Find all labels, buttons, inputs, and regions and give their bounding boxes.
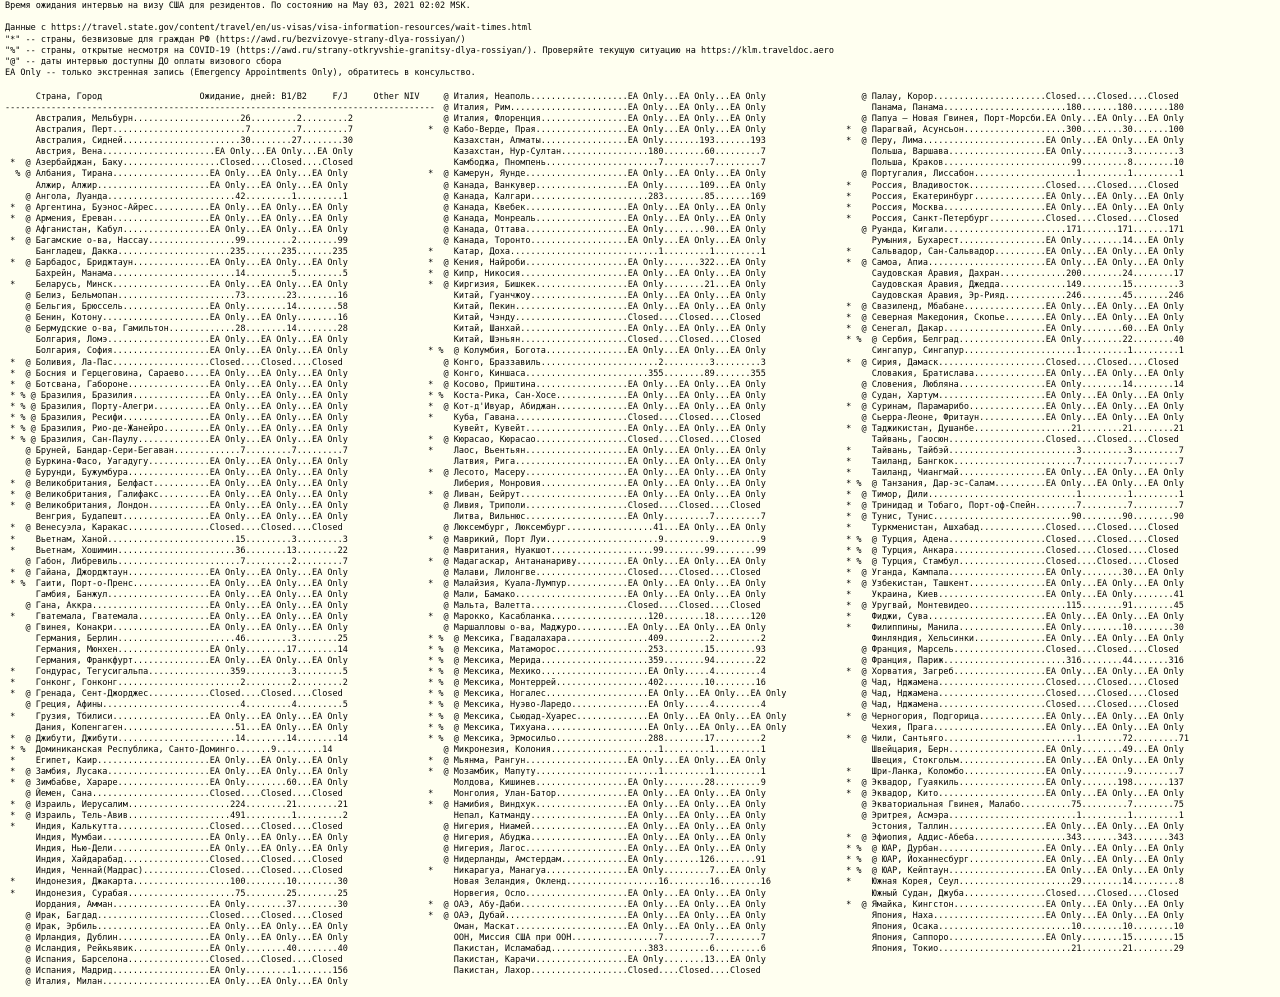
wait-time-row: Гамбия, Банжул....................EA Only...EA Only...EA Only (5, 589, 348, 600)
wait-time-row: * % @ Мексика, Матаморос..................253........15........93 (423, 645, 766, 656)
wait-time-row: * Индонезия, Джакарта...................100........10........30 (5, 877, 348, 888)
wait-time-row: * Россия, Москва....................EA Only...EA Only...EA Only (841, 202, 1184, 213)
wait-time-row: * Шри-Ланка, Коломбо................EA Only.........9.........7 (841, 766, 1184, 777)
wait-time-row: @ Италия, Милан.....................EA Only...EA Only...EA Only (5, 977, 348, 987)
wait-time-row: * @ Аргентина, Буэнос-Айрес...........EA Only...EA Only...EA Only (5, 202, 348, 213)
wait-time-row: Бангладеш, Дакка......................235.......235.......235 (5, 246, 348, 257)
wait-time-row: * @ Джибути, Джибути.......................14........14........14 (5, 733, 348, 744)
wait-time-row: @ Словения, Любляна.................EA Only........14........14 (841, 379, 1184, 390)
wait-time-row: Сингапур, Сингапур......................1.........1.........1 (841, 346, 1184, 357)
wait-time-row: @ Нигерия, Ниамей...................EA Only...EA Only...EA Only (423, 822, 766, 833)
wait-time-row: Польша, Краков.........................99.........8........10 (841, 158, 1184, 169)
wait-time-row: * @ Эфиопия, Аддис-Абеба..................343.......343.......343 (841, 833, 1184, 844)
wait-time-row: Швейцария, Берн...................EA Only........49...EA Only (841, 744, 1184, 755)
wait-time-row: Индия, Ченнай(Мадрас).............Closed....Closed....Closed (5, 866, 343, 877)
wait-time-row: @ Франция, Марсель..................Closed....Closed....Closed (841, 645, 1179, 656)
header-legend-covid-open: "%" -- страны, открытые несмотря на COVID-19 (https://awd.ru/strany-otkryvshie-granitsy-dlya-rossiyan/). Проверяйте текущую ситуацию на https://klm.traveldoc.aero (5, 45, 835, 56)
wait-time-row: @ Бермудские о-ва, Гамильтон.............28........14........28 (5, 324, 348, 335)
wait-time-row: Болгария, София...................EA Only...EA Only...EA Only (5, 346, 348, 357)
wait-time-row: @ Палау, Корор......................Closed....Closed....Closed (841, 92, 1179, 102)
wait-time-row: * @ Тринидад и Тобаго, Порт-оф-Спейн........7.........7.........7 (841, 501, 1184, 512)
header-source-line: Данные с https://travel.state.gov/content/travel/en/us-visas/visa-information-resources/wait-times.html (5, 23, 533, 34)
wait-time-row: Иордания, Амман...................EA Only........37........30 (5, 899, 348, 910)
wait-time-row: Эстония, Таллин...................EA Only...EA Only...EA Only (841, 822, 1184, 833)
wait-time-row: @ Конго, Браззавиль.......................2.........3.........3 (423, 357, 766, 368)
wait-time-row: Латвия, Рига......................EA Only...EA Only...EA Only (423, 457, 766, 468)
wait-time-row: @ Испания, Мадрид...................EA Only.........1.......156 (5, 965, 348, 976)
wait-time-row: @ Нигерия, Лагос....................EA Only...EA Only...EA Only (423, 844, 766, 855)
wait-time-row: * @ Суринам, Парамарибо...............EA Only...EA Only...EA Only (841, 401, 1184, 412)
wait-time-row: * % @ Турция, Анкара..................Closed....Closed....Closed (841, 545, 1179, 556)
wait-time-row: @ Ливия, Триполи....................Closed....Closed....Closed (423, 501, 761, 512)
column-3 (841, 92, 1189, 955)
wait-time-row: Саудовская Аравия, Эр-Рияд............246........45.......246 (841, 291, 1184, 302)
wait-time-row: * @ Великобритания, Лондон............EA Only...EA Only...EA Only (5, 501, 348, 512)
wait-time-row: * @ Великобритания, Белфаст...........EA Only...EA Only...EA Only (5, 479, 348, 490)
wait-time-row: * @ Северная Македония, Скопье........EA Only...EA Only...EA Only (841, 313, 1184, 324)
wait-time-row: @ Белиз, Бельмопан.......................73........23........16 (5, 291, 348, 302)
wait-time-row: * @ Уругвай, Монтевидео...................115........91........45 (841, 600, 1184, 611)
wait-time-row: ------------------------------------------------------------------------------------ (5, 103, 435, 114)
wait-time-row: Саудовская Аравия, Дахран.............200........24........17 (841, 269, 1184, 279)
wait-time-row: * @ Мозамбик, Мапуту........................1.........1.........1 (423, 766, 766, 777)
wait-time-row: @ Ирландия, Дублин..................EA Only...EA Only...EA Only (5, 932, 348, 943)
wait-time-row: * @ Боливия, Ла-Пас...................Closed....Closed....Closed (5, 357, 343, 368)
wait-time-row: * @ Косово, Приштина..................EA Only...EA Only...EA Only (423, 379, 766, 390)
wait-time-row: @ Канада, Оттава....................EA Only........90...EA Only (423, 224, 766, 235)
wait-time-row: * @ ОАЭ, Абу-Даби.....................EA Only...EA Only...EA Only (423, 899, 766, 910)
wait-time-row: * @ Израиль, Тель-Авив....................491.........1.........2 (5, 811, 348, 822)
wait-time-row: Пакистан, Исламабад...................383.........6.........6 (423, 943, 766, 954)
wait-time-row: * % @ Бразилия, Бразилия...............EA Only...EA Only...EA Only (5, 390, 348, 401)
wait-time-row: Новая Зеландия, Окленд..................16........16........16 (423, 877, 771, 888)
wait-time-row: * % @ Мексика, Ногалес....................EA Only...EA Only...EA Only (423, 689, 787, 700)
wait-time-row: Финляндия, Хельсинки..............EA Only...EA Only...EA Only (841, 634, 1184, 645)
wait-time-row: * Индия, Калькутта..................Closed....Closed....Closed (5, 822, 343, 833)
wait-time-row: * @ Великобритания, Галифакс..........EA Only...EA Only...EA Only (5, 490, 348, 501)
wait-time-row: * @ Марокко, Касабланка...................120........18.......120 (423, 611, 766, 622)
wait-time-row: Австралия, Мельбурн.....................26.........2.........2 (5, 114, 353, 125)
wait-time-row: Япония, Токио..........................21........21........29 (841, 943, 1184, 954)
wait-time-row: @ Чад, Нджамена.....................Closed....Closed....Closed (841, 700, 1179, 711)
wait-time-row: @ Мальта, Валетта...................Closed....Closed....Closed (423, 600, 761, 611)
wait-time-row: * Индонезия, Сурабая.....................75........25........25 (5, 888, 348, 899)
wait-time-row: * Южная Корея, Сеул......................29........14.........8 (841, 877, 1184, 888)
wait-time-row: @ Канада, Ванкувер..................EA Only.......109...EA Only (423, 180, 766, 191)
wait-time-row: Панама, Панама........................180.......180.......180 (841, 103, 1184, 114)
wait-time-row: * @ Таджикистан, Душанбе...................21........21........21 (841, 423, 1184, 434)
wait-time-row: Германия, Мюнхен..................EA Only........17........14 (5, 645, 348, 656)
wait-time-row: * % Доминиканская Республика, Санто-Доминго.......9.........14 (5, 744, 333, 755)
wait-time-row: * Россия, Санкт-Петербург...........Closed....Closed....Closed (841, 213, 1179, 224)
wait-time-row: Дания, Копенгаген......................51...EA Only...EA Only (5, 722, 348, 733)
wait-time-row: @ Бенин, Котону.....................EA Only...EA Only........16 (5, 313, 348, 324)
wait-time-row: * @ Хорватия, Загреб..................EA Only...EA Only...EA Only (841, 667, 1184, 678)
wait-time-row: * % @ Мексика, Тихуана....................EA Only...EA Only...EA Only (423, 722, 787, 733)
wait-time-row: * % @ Турция, Адена...................Closed....Closed....Closed (841, 534, 1179, 545)
wait-time-row: * @ Тунис, Тунис...........................90........90........90 (841, 512, 1184, 523)
wait-time-row: @ Бурунди, Бужумбура................EA Only...EA Only...EA Only (5, 468, 348, 479)
wait-time-row: Литва, Вильнюс....................EA Only.........7.........7 (423, 512, 766, 523)
wait-time-row: @ Италия, Флоренция.................EA Only...EA Only...EA Only (423, 114, 766, 125)
wait-time-row: Оман, Маскат......................EA Only...EA Only...EA Only (423, 921, 766, 932)
wait-time-row: * @ Черногория, Подгорица.............EA Only...EA Only...EA Only (841, 711, 1184, 722)
wait-time-row: * Фиджи, Сува.......................EA Only...EA Only...EA Only (841, 611, 1184, 622)
wait-time-row: * @ Узбекистан, Ташкент...............EA Only...EA Only...EA Only (841, 578, 1184, 589)
wait-time-row: Япония, Наха......................EA Only...EA Only...EA Only (841, 910, 1184, 921)
wait-time-row: * % @ Бразилия, Ресифи.................EA Only...EA Only...EA Only (5, 412, 348, 423)
wait-time-row: @ Ангола, Луанда.........................42.........1.........1 (5, 191, 348, 202)
wait-time-row: Саудовская Аравия, Джедда.............149........15.........3 (841, 280, 1184, 291)
wait-time-row: Норвегия, Осло....................EA Only...EA Only...EA Only (423, 888, 766, 899)
header-legend-prepay: "@" -- даты интервью доступны ДО оплаты визового сбора (5, 56, 282, 67)
wait-time-row: * @ Багамские о-ва, Нассау.................99.........2........99 (5, 235, 348, 246)
wait-time-row: * Филиппины, Манила.................EA Only........10........30 (841, 623, 1184, 633)
wait-time-row: * @ Киргизия, Бишкек..................EA Only........21...EA Only (423, 280, 766, 291)
wait-time-row: @ Канада, Торонто...................EA Only...EA Only...EA Only (423, 235, 766, 246)
wait-time-row: @ Испания, Барселона................Closed....Closed....Closed (5, 954, 343, 965)
wait-time-row: @ Италия, Неаполь...................EA Only...EA Only...EA Only (423, 92, 766, 102)
wait-time-row: * @ Кюрасао, Кюрасао..................Closed....Closed....Closed (423, 434, 761, 445)
wait-time-row: * @ Сенегал, Дакар....................EA Only........60...EA Only (841, 324, 1184, 335)
wait-time-row: * Туркменистан, Ашхабад.............Closed....Closed....Closed (841, 523, 1179, 534)
wait-time-row: Словакия, Братислава..............EA Only...EA Only...EA Only (841, 368, 1184, 379)
wait-time-row: * % @ Мексика, Эрмосильо..................288........17.........2 (423, 733, 766, 744)
wait-time-row: @ Габон, Либревиль........................7.........2.........7 (5, 556, 348, 567)
wait-time-row: * Беларусь, Минск...................EA Only...EA Only...EA Only (5, 280, 348, 291)
wait-time-row: * @ Камерун, Яунде....................EA Only...EA Only...EA Only (423, 169, 766, 180)
wait-time-row: Болгария, Ломэ....................EA Only...EA Only...EA Only (5, 335, 348, 346)
header-legend-ea-only: EA Only -- только экстренная запись (Emergency Appointments Only), обратитесь в консульство. (5, 68, 476, 79)
wait-time-row: Казахстан, Алматы.................EA Only.......193.......193 (423, 136, 766, 147)
wait-time-row: @ Канада, Калгари.......................283........85.......169 (423, 191, 766, 202)
wait-time-row: * Никарагуа, Манагуа................EA Only.........7...EA Only (423, 866, 766, 877)
wait-time-row: @ Португалия, Лиссабон....................1.........1.........1 (841, 169, 1184, 180)
wait-time-row: * @ Ямайка, Кингстон..................EA Only...EA Only...EA Only (841, 899, 1184, 910)
column-2 (423, 92, 786, 977)
wait-time-row: * @ Мьянма, Рангун....................EA Only...EA Only...EA Only (423, 755, 766, 766)
wait-time-row: Тайвань, Гаосюн...................Closed....Closed....Closed (841, 434, 1179, 445)
wait-time-row: Китай, Чэнду......................Closed....Closed....Closed (423, 313, 761, 324)
wait-time-row: ООН, Миссия США при ООН.................7.........7.........7 (423, 932, 766, 943)
wait-time-row: @ Микронезия, Колония.....................1.........1.........1 (423, 744, 766, 755)
wait-time-row: @ Буркина-Фасо, Уагадугу............EA Only...EA Only...EA Only (5, 457, 348, 468)
wait-time-row: * Таиланд, Бангкок........................7.........7.........7 (841, 457, 1184, 468)
wait-time-row: Камбоджа, Пномпень......................7.........7.........7 (423, 158, 766, 169)
wait-time-row: Пакистан, Лахор...................Closed....Closed....Closed (423, 965, 761, 976)
wait-time-row: Китай, Шэньян.....................Closed....Closed....Closed (423, 335, 761, 346)
wait-time-row: Чехия, Прага......................EA Only...EA Only...EA Only (841, 722, 1184, 733)
wait-time-row: @ Судан, Хартум.....................EA Only...EA Only...EA Only (841, 390, 1184, 401)
wait-time-row: * @ Гайана, Джорджтаун................EA Only...EA Only...EA Only (5, 567, 348, 578)
wait-time-row: * @ Самоа, Апиа.......................EA Only...EA Only...EA Only (841, 257, 1184, 268)
wait-time-row: * @ Лесото, Масеру....................EA Only...EA Only...EA Only (423, 468, 766, 479)
wait-time-row: @ Италия, Рим.......................EA Only...EA Only...EA Only (423, 103, 766, 114)
wait-time-row: * @ Ливан, Бейрут.....................EA Only...EA Only...EA Only (423, 490, 766, 501)
wait-time-row: Китай, Гуанчжоу...................EA Only...EA Only...EA Only (423, 291, 766, 302)
wait-time-row: Страна, Город Ожидание, дней: B1/B2 F/J Other NIV (5, 92, 420, 102)
wait-time-row: @ Исландия, Рейкьявик...............EA Only........40........40 (5, 943, 348, 954)
wait-time-row: @ Сьерра-Леоне, Фритаун.............EA Only...EA Only...EA Only (841, 412, 1184, 423)
wait-time-row: Швеция, Стокгольм.................EA Only...EA Only...EA Only (841, 755, 1184, 766)
wait-time-row: * % @ Мексика, Нуэво-Ларедо...............EA Only.....4.........4 (423, 700, 766, 711)
wait-time-row: @ Канада, Монреаль..................EA Only...EA Only...EA Only (423, 213, 766, 224)
wait-time-row: @ Чад, Нджамена.....................Closed....Closed....Closed (841, 678, 1179, 689)
wait-time-row: Германия, Франкфурт...............EA Only...EA Only...EA Only (5, 656, 348, 667)
wait-time-row: @ Канада, Квебек....................EA Only...EA Only...EA Only (423, 202, 766, 213)
wait-time-row: Индия, Хайдарабад.................Closed....Closed....Closed (5, 855, 343, 866)
wait-time-row: * @ Кипр, Никосия.....................EA Only...EA Only...EA Only (423, 269, 766, 279)
wait-time-row: @ Гана, Аккра.......................EA Only...EA Only...EA Only (5, 600, 348, 611)
wait-time-row: * Россия, Екатеринбург..............EA Only...EA Only...EA Only (841, 191, 1184, 202)
wait-time-row: * % @ Мексика, Монтеррей..................402........10........16 (423, 678, 766, 689)
wait-time-row: @ Мавритания, Нуакшот....................99........99........99 (423, 545, 766, 556)
wait-time-row: @ Греция, Афины...........................4.........4.........5 (5, 700, 348, 711)
wait-time-row: @ Чад, Нджамена.....................Closed....Closed....Closed (841, 689, 1179, 700)
wait-time-row: Алжир, Алжир......................EA Only...EA Only...EA Only (5, 180, 348, 191)
wait-time-row: * @ Барбадос, Бриджтаун...............EA Only...EA Only...EA Only (5, 257, 348, 268)
wait-time-row: Кувейт, Кувейт....................EA Only...EA Only...EA Only (423, 423, 766, 434)
wait-time-row: * % @ Сербия, Белград.................EA Only........22........40 (841, 335, 1184, 346)
wait-time-row: @ Конго, Киншаса........................355........89.......355 (423, 368, 766, 379)
wait-time-row: Польша, Варшава...................EA Only.........3.........3 (841, 147, 1184, 158)
wait-time-row: @ Ирак, Багдад......................Closed....Closed....Closed (5, 910, 343, 921)
wait-time-row: * @ Израиль, Иерусалим....................224........21........21 (5, 800, 348, 810)
wait-time-row: * Гватемала, Гватемала..............EA Only...EA Only...EA Only (5, 611, 348, 622)
wait-time-row: * @ Эквадор, Кито.....................EA Only...EA Only...EA Only (841, 788, 1184, 799)
wait-time-row: * @ Босния и Герцеговина, Сараево.....EA Only...EA Only...EA Only (5, 368, 348, 379)
wait-time-row: * % @ Мексика, Мехико.....................EA Only.....4.........4 (423, 667, 766, 678)
wait-time-row: * % @ Танзания, Дар-эс-Салам..........EA Only...EA Only...EA Only (841, 479, 1184, 490)
wait-time-row: * Гондурас, Тегусигальпа................359.........3.........5 (5, 667, 348, 678)
wait-time-row: @ Маршалловы о-ва, Маджуро..........EA Only...EA Only...EA Only (423, 623, 766, 633)
wait-time-row: Непал, Катманду...................EA Only...EA Only...EA Only (423, 811, 766, 822)
wait-time-row: * @ Маврикий, Порт Луи......................9.........9.........9 (423, 534, 766, 545)
wait-time-row: * % @ ЮАР, Кейптаун...................EA Only...EA Only...EA Only (841, 866, 1184, 877)
wait-time-row: * Вьетнам, Ханой.........................15.........3.........3 (5, 534, 348, 545)
wait-time-row: * % @ Турция, Стамбул.................Closed....Closed....Closed (841, 556, 1179, 567)
wait-time-row: * @ Уганда, Кампала...................EA Only........30...EA Only (841, 567, 1184, 578)
wait-time-row: * @ Перу, Лима........................EA Only...EA Only...EA Only (841, 136, 1184, 147)
wait-time-row: * % @ Колумбия, Богота................EA Only...EA Only...EA Only (423, 346, 766, 357)
wait-time-row: * @ Ботсвана, Габороне................EA Only...EA Only...EA Only (5, 379, 348, 390)
wait-time-row: * Вьетнам, Хошимин.......................36........13........22 (5, 545, 348, 556)
wait-time-row: * @ Азербайджан, Баку...................Closed....Closed....Closed (5, 158, 353, 169)
wait-time-row: Индия, Нью-Дели...................EA Only...EA Only...EA Only (5, 844, 348, 855)
wait-time-row: @ Бруней, Бандар-Сери-Бегаван.............7.........7.........7 (5, 446, 348, 456)
wait-time-row: Южный Судан, Джуба................Closed....Closed....Closed (841, 888, 1179, 899)
wait-time-row: @ Мали, Бамако......................EA Only...EA Only...EA Only (423, 589, 766, 600)
wait-time-row: * Сальвадор, Сан-Сальвадор..........EA Only...EA Only...EA Only (841, 246, 1184, 257)
wait-time-row: Австралия, Перт..........................7.........7.........7 (5, 125, 353, 136)
wait-time-row: * @ Намибия, Виндхук..................EA Only...EA Only...EA Only (423, 800, 766, 810)
wait-time-row: * @ Свазиленд, Мбабане................EA Only...EA Only...EA Only (841, 302, 1184, 313)
wait-time-row: * Куба, Гавана......................Closed....Closed....Closed (423, 412, 761, 423)
wait-time-row: @ Нигерия, Абуджа...................EA Only...EA Only...EA Only (423, 833, 766, 844)
wait-time-row: * @ Венесуэла, Каракас................Closed....Closed....Closed (5, 523, 343, 534)
wait-time-row: * @ Тимор, Дили.............................1.........1.........1 (841, 490, 1184, 501)
wait-time-row: @ Нидерланды, Амстердам.............EA Only.......126........91 (423, 855, 766, 866)
wait-time-row: Бахрейн, Манама........................14.........5.........5 (5, 269, 348, 279)
wait-time-row: * Лаос, Вьентьян....................EA Only...EA Only...EA Only (423, 446, 766, 456)
wait-time-row: * @ Зимбабве, Хараре..................EA Only........60...EA Only (5, 777, 348, 788)
wait-time-row: * Таиланд, Чиангмай.................EA Only...EA Only...EA Only (841, 468, 1184, 479)
wait-time-row: * @ Гренада, Сент-Джорджес............Closed....Closed....Closed (5, 689, 343, 700)
wait-time-row: Индия, Мумбаи.....................EA Only...EA Only...EA Only (5, 833, 348, 844)
wait-time-row: * @ ОАЭ, Дубай........................EA Only...EA Only...EA Only (423, 910, 766, 921)
wait-time-row: Япония, Осака..........................10........10........10 (841, 921, 1184, 932)
wait-time-row: * Украина, Киев.....................EA Only...EA Only........41 (841, 589, 1184, 600)
wait-time-row: @ Эритрея, Асмэра.........................1.........1.........1 (841, 811, 1184, 822)
wait-time-row: * @ Армения, Ереван...................EA Only...EA Only...EA Only (5, 213, 348, 224)
wait-time-row: @ Папуа — Новая Гвинея, Порт-Морсби.EA Only...EA Only...EA Only (841, 114, 1184, 125)
wait-time-row: Китай, Шанхай.....................EA Only...EA Only...EA Only (423, 324, 766, 335)
wait-time-row: @ Афганистан, Кабул.................EA Only...EA Only...EA Only (5, 224, 348, 235)
wait-time-row: * % @ Мексика, Сьюдад-Хуарес..............EA Only...EA Only...EA Only (423, 711, 787, 722)
wait-time-row: * Гонконг, Гонконг........................2.........2.........2 (5, 678, 348, 689)
header-blank-line (5, 12, 834, 23)
wait-time-row: Япония, Саппоро...................EA Only........15........15 (841, 932, 1184, 943)
wait-time-row: @ Йемен, Сана.......................Closed....Closed....Closed (5, 788, 343, 799)
wait-time-row: Румыния, Бухарест.................EA Only........14...EA Only (841, 235, 1184, 246)
wait-time-row: @ Бельгия, Брюссель.................EA Only........14........58 (5, 302, 348, 313)
wait-time-row: * Египет, Каир......................EA Only...EA Only...EA Only (5, 755, 348, 766)
wait-time-row: * % @ Бразилия, Сан-Паулу..............EA Only...EA Only...EA Only (5, 434, 348, 445)
wait-time-row: * @ Эквадор, Гуаякиль.................EA Only.......198.......137 (841, 777, 1184, 788)
wait-time-row: * @ Малайзия, Куала-Лумпур............EA Only...EA Only...EA Only (423, 578, 766, 589)
wait-time-row: * % @ Бразилия, Рио-де-Жанейро.........EA Only...EA Only...EA Only (5, 423, 348, 434)
wait-time-row: * % Гаити, Порт-о-Пренс...............EA Only...EA Only...EA Only (5, 578, 348, 589)
wait-time-row: * @ Замбия, Лусака....................EA Only...EA Only...EA Only (5, 766, 348, 777)
header-title-line: Время ожидания интервью на визу США для резидентов. По состоянию на May 03, 2021 02:02 MSK. (5, 1, 471, 11)
wait-time-row: Австралия, Сидней.......................30........27........30 (5, 136, 353, 147)
wait-time-row: @ Гвинея, Конакри...................EA Only...EA Only...EA Only (5, 623, 348, 633)
wait-time-row: Пакистан, Карачи..................EA Only........13...EA Only (423, 954, 766, 965)
wait-time-row: @ Руанда, Кигали........................171.......171.......171 (841, 224, 1184, 235)
wait-time-row: * Катар, Доха.............................1.........1.........1 (423, 246, 766, 257)
header-legend-visa-free: "*" -- страны, безвизовые для граждан РФ (https://awd.ru/bezvizovye-strany-dlya-rossiyan/) (5, 34, 466, 45)
wait-time-row: * % @ Мексика, Мерида.....................359........94........22 (423, 656, 766, 667)
wait-time-row: * % Коста-Рика, Сан-Хосе..............EA Only...EA Only...EA Only (423, 390, 766, 401)
wait-time-row: Австрия, Вена......................EA Only...EA Only...EA Only (5, 147, 353, 158)
wait-time-row: * @ Чили, Сантьяго..........................1........72.........71 (841, 733, 1189, 744)
wait-time-row: @ Ирак, Эрбиль......................EA Only...EA Only...EA Only (5, 921, 348, 932)
wait-time-row: Германия, Берлин.......................46.........3........25 (5, 634, 348, 645)
wait-time-row: * @ Кабо-Верде, Прая..................EA Only...EA Only...EA Only (423, 125, 766, 136)
wait-time-row: % @ Албания, Тирана...................EA Only...EA Only...EA Only (5, 169, 348, 180)
wait-time-row: * @ Кения, Найроби....................EA Only.......322...EA Only (423, 257, 766, 268)
wait-time-row: @ Малави, Лилонгве..................Closed....Closed....Closed (423, 567, 761, 578)
wait-time-row: * % @ ЮАР, Йоханнесбург...............EA Only...EA Only...EA Only (841, 855, 1184, 866)
wait-time-row: * Тайвань, Тайбэй.........................3.........3.........7 (841, 446, 1184, 456)
wait-time-row: * Россия, Владивосток...............Closed....Closed....Closed (841, 180, 1179, 191)
wait-time-row: * @ Парагвай, Асунсьон....................300........30.......100 (841, 125, 1184, 136)
wait-time-row: * % @ Бразилия, Порту-Алегри...........EA Only...EA Only...EA Only (5, 401, 348, 412)
wait-time-row: Венгрия, Будапешт.................EA Only...EA Only...EA Only (5, 512, 348, 523)
wait-time-row: Молдова, Кишинев..................EA Only........28.........9 (423, 777, 766, 788)
wait-time-row: Казахстан, Нур-Султан.................180........60.........7 (423, 147, 766, 158)
wait-time-row: * @ Кот-д'Ивуар, Абиджан..............EA Only...EA Only...EA Only (423, 401, 766, 412)
wait-time-row: * @ Мадагаскар, Антананариву..........EA Only...EA Only...EA Only (423, 556, 766, 567)
wait-time-row: * Монголия, Улан-Батор..............EA Only...EA Only...EA Only (423, 788, 766, 799)
wait-time-row: * % @ Мексика, Гвадалахара................409.........2.........2 (423, 634, 766, 645)
wait-time-row: * @ Сирия, Дамаск.....................Closed....Closed....Closed (841, 357, 1179, 368)
header-block (5, 1, 834, 79)
wait-time-row: * % @ ЮАР, Дурбан.....................EA Only...EA Only...EA Only (841, 844, 1184, 855)
wait-time-row: Либерия, Монровия.................EA Only...EA Only...EA Only (423, 479, 766, 490)
wait-time-row: * Грузия, Тбилиси...................EA Only...EA Only...EA Only (5, 711, 348, 722)
wait-time-row: @ Экваториальная Гвинея, Малабо..........75.........7........75 (841, 800, 1184, 810)
wait-time-row: Китай, Пекин......................EA Only...EA Only...EA Only (423, 302, 766, 313)
wait-time-row: @ Люксембург, Люксембург.................41...EA Only...EA Only (423, 523, 766, 534)
column-1 (5, 92, 435, 988)
wait-time-row: @ Франция, Париж........................316........44.......316 (841, 656, 1184, 667)
